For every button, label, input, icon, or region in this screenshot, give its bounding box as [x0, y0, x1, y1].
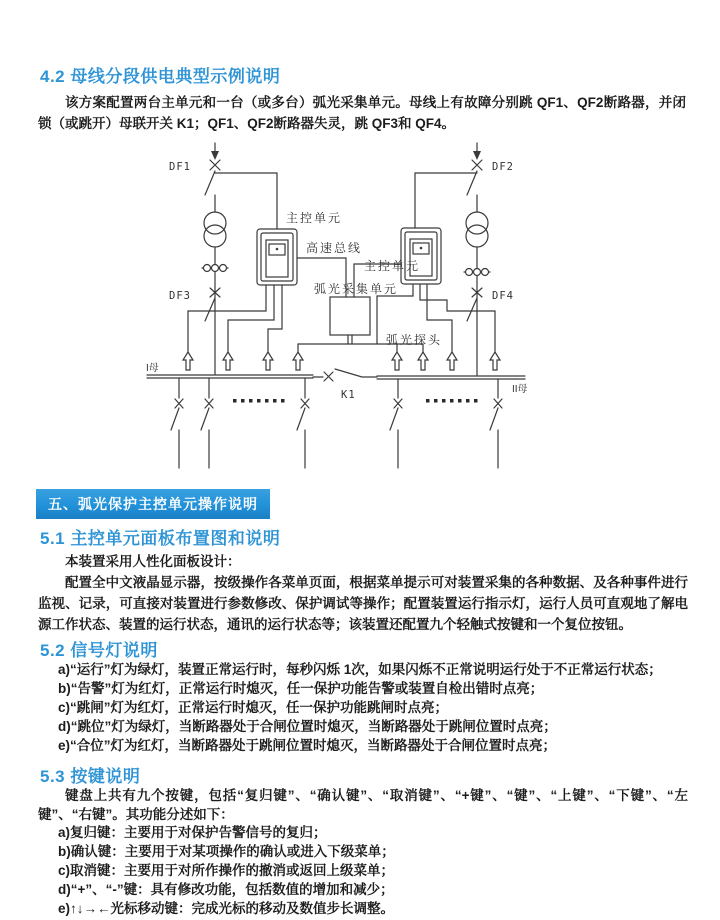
collector-stubs: [348, 335, 352, 344]
paragraph-5-3-intro: 键盘上共有九个按键，包括“复归键”、“确认键”、“取消键”、“+键”、“键”、“上键”、“下键”、“左键”、“右键”。其功能分述如下：: [38, 788, 688, 822]
trip-wire-left: [215, 173, 277, 229]
main-control-unit-left: [257, 229, 297, 285]
heading-4-2: 4.2 母线分段供电典型示例说明: [40, 67, 281, 86]
key-function-list: [38, 823, 718, 918]
ct-symbol-left: [202, 265, 228, 272]
busbar-scheme-diagram: [0, 140, 720, 476]
arc-probe-icons: [183, 352, 500, 370]
key-item-a: a)复归键：主要用于对保护告警信号的复归；: [58, 825, 327, 840]
label-df4: DF4: [492, 290, 514, 302]
key-item-d: d)“+”、“-”键：具有修改功能，包括数值的增加和减少；: [58, 882, 394, 897]
incomer-right: [467, 143, 482, 212]
incomer-left: [205, 143, 220, 212]
heading-5-3: 5.3 按键说明: [40, 767, 141, 786]
signal-light-list: [38, 660, 718, 755]
signal-light-item-e: e)“合位”灯为红灯，当断路器处于跳闸位置时熄灭，当断路器处于合闸位置时点亮；: [58, 738, 557, 753]
signal-light-item-a: a)“运行”灯为绿灯，装置正常运行时，每秒闪烁 1次，如果闪烁不正常说明运行处于不正常运行状态；: [58, 662, 662, 677]
ct-symbol-right: [464, 269, 490, 276]
trip-wire-right: [415, 173, 477, 228]
label-df1: DF1: [169, 161, 191, 173]
key-item-c: c)取消键：主要用于对所作操作的撤消或返回上级菜单；: [58, 863, 395, 878]
label-bus2: II母: [512, 384, 528, 395]
signal-light-item-c: c)“跳闸”灯为红灯，正常运行时熄灭，任一保护功能跳闸时点亮；: [58, 700, 449, 715]
label-arc-collector: 弧光采集单元: [314, 282, 399, 296]
busbar-1: [147, 375, 313, 378]
heading-5-2: 5.2 信号灯说明: [40, 641, 158, 660]
label-bus1: I母: [146, 363, 159, 374]
paragraph-5-1-intro: 本装置采用人性化面板设计：: [65, 554, 241, 569]
feeders-left: [171, 378, 309, 468]
label-df2: DF2: [492, 161, 514, 173]
feeder-ellipsis-left: [233, 399, 285, 403]
label-main-unit-right: 主控单元: [364, 259, 421, 273]
heading-5-1: 5.1 主控单元面板布置图和说明: [40, 529, 281, 548]
feeders-right: [390, 379, 502, 468]
label-arc-probe: 弧光探头: [386, 333, 443, 347]
transformer-left-icon: [204, 212, 226, 247]
bus-tie-k1-icon: [313, 369, 377, 381]
label-df3: DF3: [169, 290, 191, 302]
key-item-e: e)↑↓→←光标移动键：完成光标的移动及数值步长调整。: [58, 901, 395, 916]
label-main-unit-left: 主控单元: [286, 211, 343, 225]
paragraph-5-1-body: 配置全中文液晶显示器，按级操作各菜单页面，根据菜单提示可对装置采集的各种数据、及各种事件进行监视、记录，可直接对装置进行参数修改、保护调试等操作；配置装置运行指示灯，运行人员可直观地了解电源工作状态、装置的运行状态，通讯的运行状态等；该装置还配置九个轻触式按键和一个复位按钮。: [38, 575, 688, 632]
main-control-unit-right: [401, 228, 441, 284]
arc-collection-unit: [330, 297, 370, 335]
key-item-b: b)确认键：主要用于对某项操作的确认或进入下级菜单；: [58, 844, 395, 859]
busbar-2: [377, 376, 525, 379]
signal-light-item-d: d)“跳位”灯为绿灯，当断路器处于合闸位置时熄灭，当断路器处于跳闸位置时点亮；: [58, 719, 557, 734]
paragraph-4-2: 该方案配置两台主单元和一台（或多台）弧光采集单元。母线上有故障分别跳 QF1、QF2断路器，并闭锁（或跳开）母联开关 K1；QF1、QF2断路器失灵，跳 QF3和 QF4。: [38, 95, 686, 131]
breaker-df4-icon: [467, 288, 482, 321]
chapter-banner: 五、弧光保护主控单元操作说明: [36, 489, 270, 519]
feeder-ellipsis-right: [426, 399, 478, 403]
transformer-right-icon: [466, 212, 488, 247]
label-k1: K1: [341, 389, 356, 401]
breaker-df3-icon: [205, 288, 220, 321]
signal-light-item-b: b)“告警”灯为红灯，正常运行时熄灭，任一保护功能告警或装置自检出错时点亮；: [58, 681, 544, 696]
label-high-speed-bus: 高速总线: [306, 241, 363, 255]
